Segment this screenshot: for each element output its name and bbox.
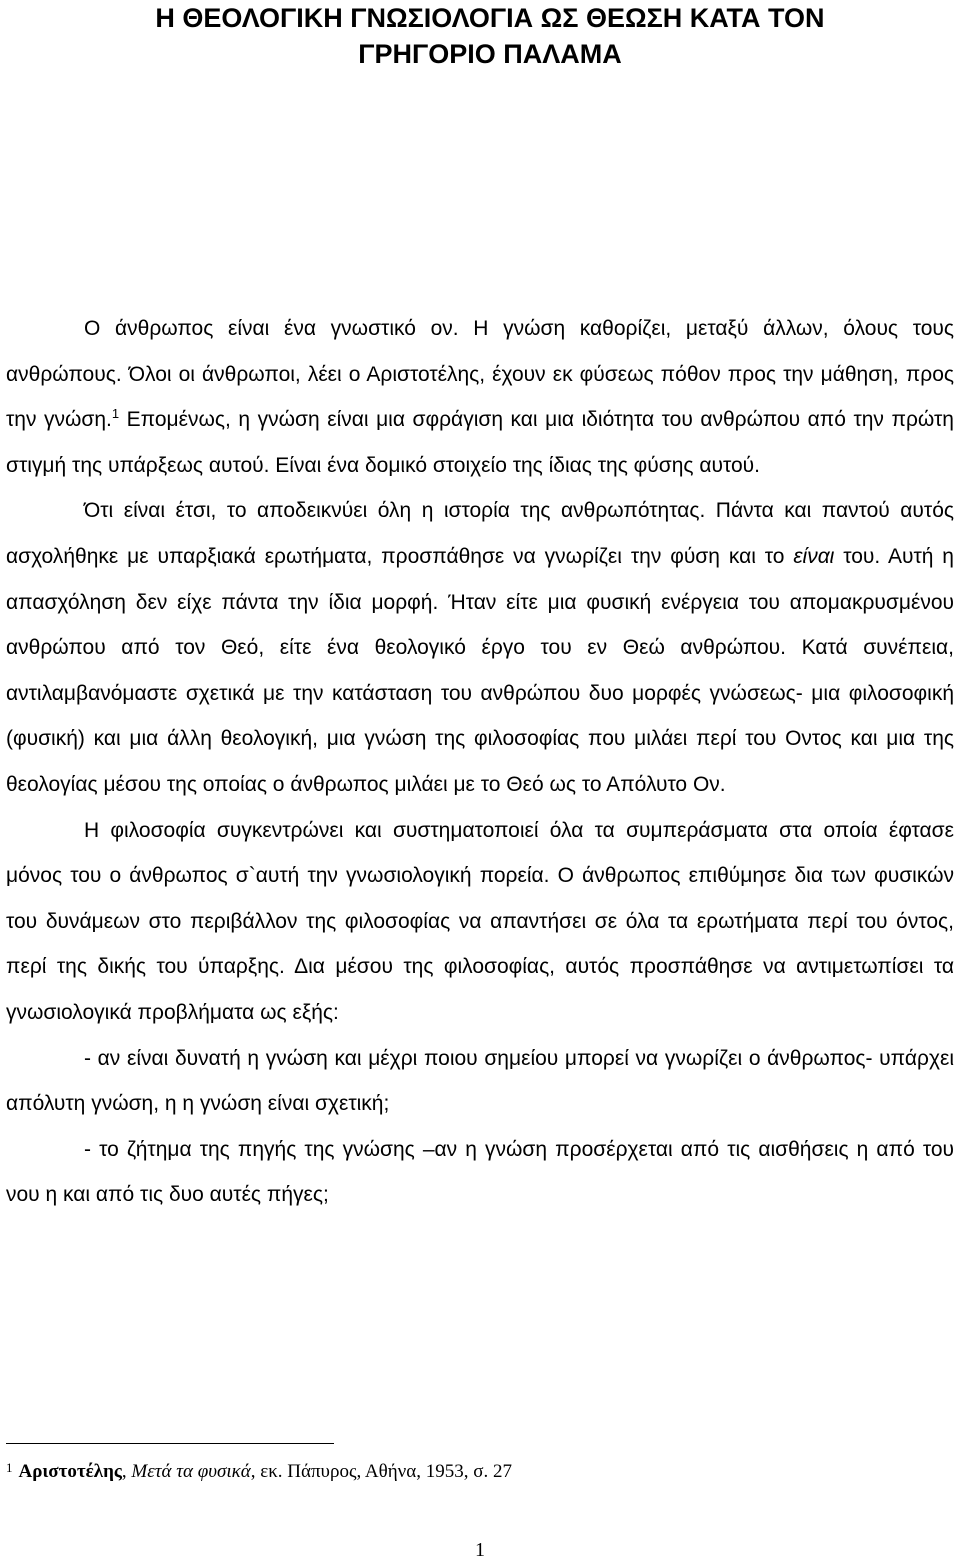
paragraph-2-text-b: του. Αυτή η απασχόληση δεν είχε πάντα την ίδια μορφή. Ήταν είτε μια φυσική ενέργεια του απομακρυσμένου ανθρώπου από τον Θεό, είτε ένα θεολογικό έργο του εν Θεώ ανθρώπου. Κατά συνέπεια, αντιλαμβανόμαστε σχετικά με την κατάσταση του ανθρώπου δυο μορφές γνώσεως- μια φιλοσοφική (φυσική) και μια άλλη θεολογική, μια γνώση της φιλοσοφίας που μιλάει περί του Οντος και μια της θεολογίας μέσου της οποίας ο άνθρωπος μιλάει με το Θεό ως το Απόλυτο Ον. xyxy=(6,544,954,796)
footnote-separator xyxy=(6,1443,334,1444)
paragraph-5: - το ζήτημα της πηγής της γνώσης –αν η γνώση προσέρχεται από τις αισθήσεις η από του νου η και από τις δυο αυτές πήγες; xyxy=(6,1137,954,1207)
footnote-number: 1 xyxy=(6,1460,13,1475)
paragraph-1-text-b: Επομένως, η γνώση είναι μια σφράγιση και μια ιδιότητα του ανθρώπου από την πρώτη στιγμή της υπάρξεως αυτού. Είναι ένα δομικό στοιχείο της ίδιας της φύσης αυτού. xyxy=(6,408,954,477)
paragraph-4: - αν είναι δυνατή η γνώση και μέχρι ποιου σημείου μπορεί να γνωρίζει ο άνθρωπος- υπάρχει απόλυτη γνώση, η η γνώση είναι σχετική; xyxy=(6,1046,954,1116)
body-text xyxy=(6,306,954,1218)
paragraph-2-text-a: Ότι είναι έτσι, το αποδεικνύει όλη η ιστορία της ανθρωπότητας. Πάντα και παντού αυτός ασχολήθηκε με υπαρξιακά ερωτήματα, προσπάθησε να γνωρίζει την φύση και το xyxy=(6,499,954,568)
paragraph-3: Η φιλοσοφία συγκεντρώνει και συστηματοποιεί όλα τα συμπεράσματα στα οποία έφτασε μόνος του ο άνθρωπος σ`αυτή την γνωσιολογική πορεία. Ο άνθρωπος επιθύμησε δια των φυσικών του δυνάμεων στο περιβάλλον της φιλοσοφίας να απαντήσει σε όλα τα ερωτήματα περί του όντος, περί της δικής του ύπαρξης. Δια μέσου της φιλοσοφίας, αυτός προσπάθησε να αντιμετωπίσει τα γνωσιολογικά προβλήματα ως εξής: xyxy=(6,818,954,1024)
document-title xyxy=(60,0,920,72)
paragraph-2 xyxy=(6,488,954,807)
title-line-2: ΓΡΗΓΟΡΙΟ ΠΑΛΑΜΑ xyxy=(358,39,622,69)
footnote-reference: 1 xyxy=(111,406,120,422)
footnote-author: Αριστοτέλης xyxy=(18,1461,122,1482)
footnote xyxy=(6,1459,512,1485)
footnote-rest: , εκ. Πάπυρος, Αθήνα, 1953, σ. 27 xyxy=(250,1461,512,1482)
paragraph-1 xyxy=(6,306,954,488)
footnote-work: Μετά τα φυσικά xyxy=(131,1461,251,1482)
paragraph-2-italic: είναι xyxy=(793,544,835,568)
title-line-1: Η ΘΕΟΛΟΓΙΚΗ ΓΝΩΣΙΟΛΟΓΙΑ ΩΣ ΘΕΩΣΗ ΚΑΤΑ ΤΟΝ xyxy=(155,3,825,33)
footnote-sep: , xyxy=(121,1461,132,1482)
page-number: 1 xyxy=(475,1539,485,1561)
paragraph-1-text-a: Ο άνθρωπος είναι ένα γνωστικό ον. Η γνώση καθορίζει, μεταξύ άλλων, όλους τους ανθρώπους. Όλοι οι άνθρωποι, λέει ο Αριστοτέλης, έχουν εκ φύσεως πόθον προς την μάθηση, προς την γνώση. xyxy=(6,317,954,432)
